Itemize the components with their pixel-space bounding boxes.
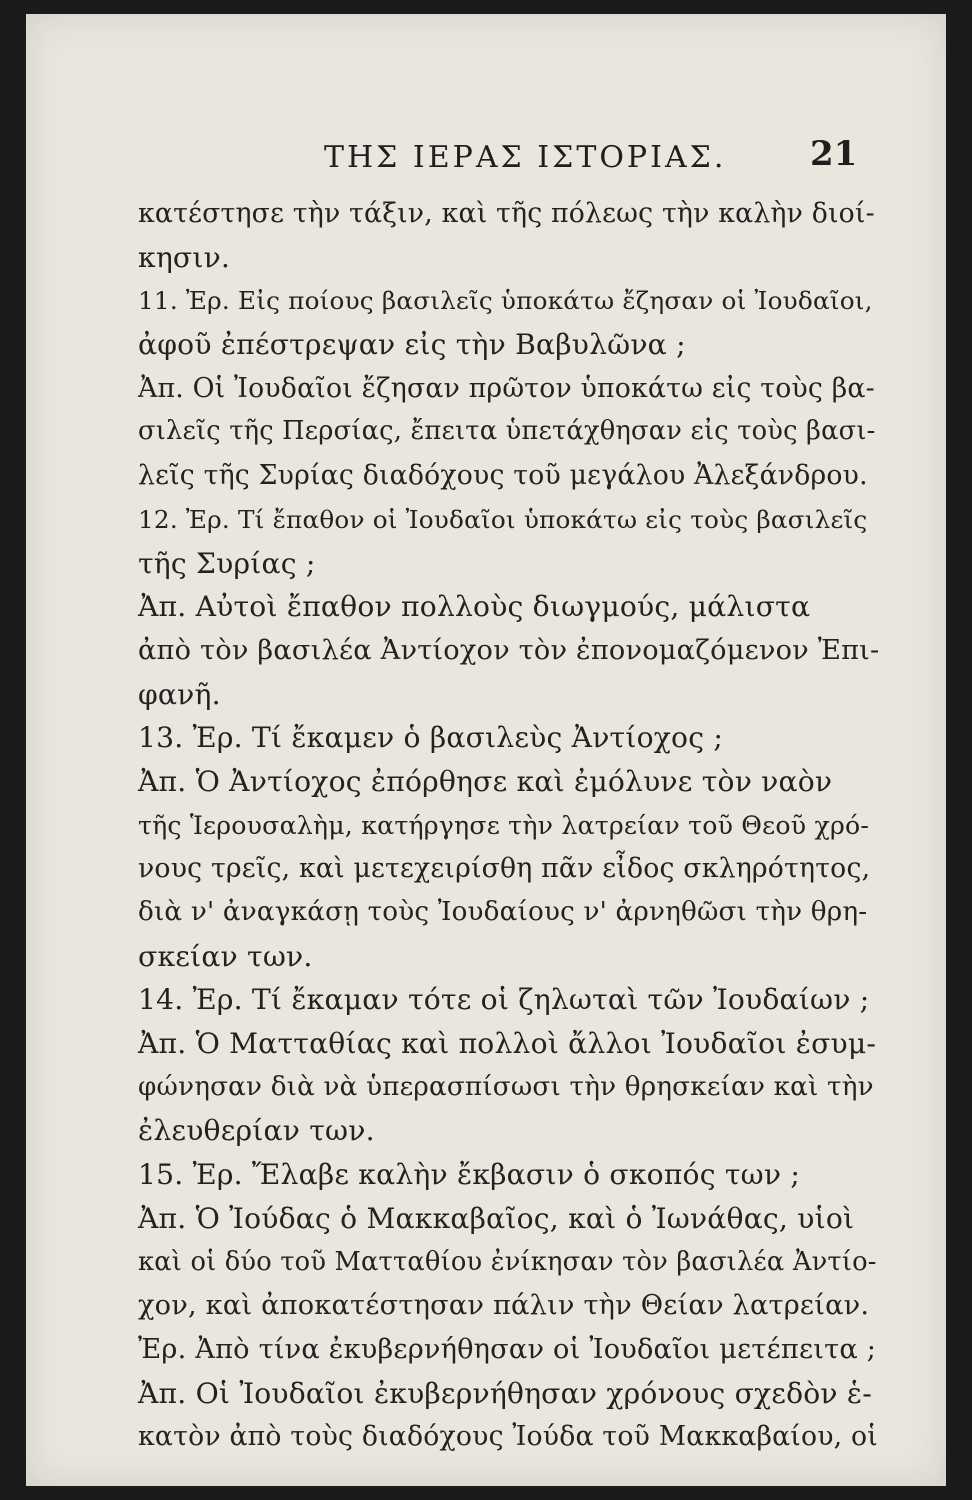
body-text [138,192,880,1459]
text-line: χον, καὶ ἀποκατέστησαν πάλιν τὴν Θείαν λατρείαν. [138,1290,870,1322]
text-line: Ἀπ. Ὁ Ματταθίας καὶ πολλοὶ ἄλλοι Ἰουδαῖοι ἐσυμ- [138,1027,877,1061]
text-line: λεῖς τῆς Συρίας διαδόχους τοῦ μεγάλου Ἀλεξάνδρου. [138,460,868,492]
text-line: σκείαν των. [138,939,313,973]
text-line: διὰ ν' ἀναγκάσῃ τοὺς Ἰουδαίους ν' ἀρνηθῶσι τὴν θρη- [138,897,868,927]
text-line: Ἀπ. Ὁ Ἰούδας ὁ Μακκαβαῖος, καὶ ὁ Ἰωνάθας, υἱοὶ [138,1201,855,1235]
text-line: φώνησαν διὰ νὰ ὑπερασπίσωσι τὴν θρησκείαν καὶ τὴν [138,1071,874,1102]
running-title: ΤΗΣ ΙΕΡΑΣ ΙΣΤΟΡΙΑΣ. [324,140,727,175]
text-line: ἀφοῦ ἐπέστρεψαν εἰς τὴν Βαβυλῶνα ; [138,328,686,362]
text-line: νους τρεῖς, καὶ μετεχειρίσθη πᾶν εἶδος σκληρότητος, [138,853,871,885]
text-line: 12. Ἐρ. Τί ἔπαθον οἱ Ἰουδαῖοι ὑποκάτω εἰς τοὺς βασιλεῖς [138,504,868,534]
text-line: τῆς Ἱερουσαλὴμ, κατήργησε τὴν λατρείαν τοῦ Θεοῦ χρό- [138,810,870,840]
text-line: Ἀπ. Ὁ Ἀντίοχος ἐπόρθησε καὶ ἐμόλυνε τὸν ναὸν [138,764,833,798]
text-line: ἐλευθερίαν των. [138,1114,375,1148]
text-line: κατὸν ἀπὸ τοὺς διαδόχους Ἰούδα τοῦ Μακκαβαίου, οἱ [138,1421,878,1453]
text-line: 15. Ἐρ. Ἔλαβε καλὴν ἔκβασιν ὁ σκοπός των ; [138,1158,801,1192]
text-line: Ἐρ. Ἀπὸ τίνα ἐκυβερνήθησαν οἱ Ἰουδαῖοι μετέπειτα ; [138,1333,877,1365]
text-line: Ἀπ. Οἱ Ἰουδαῖοι ἔζησαν πρῶτον ὑποκάτω εἰς τοὺς βα- [138,372,875,404]
text-line: καὶ οἱ δύο τοῦ Ματταθίου ἐνίκησαν τὸν βασιλέα Ἀντίο- [138,1246,877,1277]
text-line: ἀπὸ τὸν βασιλέα Ἀντίοχον τὸν ἐπονομαζόμενον Ἐπι- [138,634,880,666]
text-line: Ἀπ. Αὐτοὶ ἔπαθον πολλοὺς διωγμούς, μάλιστα [138,590,811,624]
text-line: κατέστησε τὴν τάξιν, καὶ τῆς πόλεως τὴν καλὴν διοί- [138,198,875,229]
page-number: 21 [810,134,858,174]
text-line: 14. Ἐρ. Τί ἔκαμαν τότε οἱ ζηλωταὶ τῶν Ἰουδαίων ; [138,983,870,1017]
page-header [26,134,946,180]
text-line: τῆς Συρίας ; [138,546,316,580]
book-page [26,14,946,1486]
text-line: 13. Ἐρ. Τί ἔκαμεν ὁ βασιλεὺς Ἀντίοχος ; [138,721,724,755]
text-line: 11. Ἐρ. Εἰς ποίους βασιλεῖς ὑποκάτω ἔζησαν οἱ Ἰουδαῖοι, [138,286,873,316]
text-line: φανῆ. [138,677,221,711]
text-line: κησιν. [138,240,231,274]
text-line: σιλεῖς τῆς Περσίας, ἔπειτα ὑπετάχθησαν εἰς τοὺς βασι- [138,416,876,447]
text-line: Ἀπ. Οἱ Ἰουδαῖοι ἐκυβερνήθησαν χρόνους σχεδὸν ἑ- [138,1376,872,1410]
